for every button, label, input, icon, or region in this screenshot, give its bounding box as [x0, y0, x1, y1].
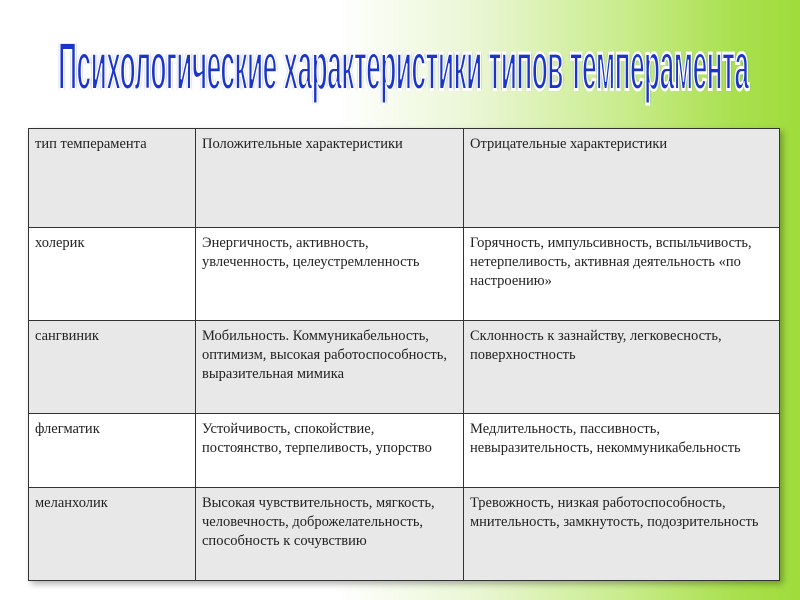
header-negative: Отрицательные характеристики	[464, 129, 780, 228]
cell-positive: Энергичность, активность, увлеченность, целеустремленность	[196, 228, 464, 321]
slide-title: Психологические характеристики типов темперамента	[57, 29, 749, 106]
header-positive: Положительные характеристики	[196, 129, 464, 228]
table-row	[29, 488, 780, 581]
temperament-table	[28, 128, 780, 581]
table-header-row	[29, 129, 780, 228]
cell-negative: Медлительность, пассивность, невыразительность, некоммуникабельность	[464, 414, 780, 488]
header-type: тип темперамента	[29, 129, 196, 228]
cell-type: флегматик	[29, 414, 196, 488]
cell-type: сангвиник	[29, 321, 196, 414]
cell-positive: Мобильность. Коммуникабельность, оптимизм, высокая работоспособность, выразительная мимика	[196, 321, 464, 414]
cell-negative: Склонность к зазнайству, легковесность, поверхностность	[464, 321, 780, 414]
cell-positive: Высокая чувствительность, мягкость, человечность, доброжелательность, способность к сочувствию	[196, 488, 464, 581]
cell-negative: Тревожность, низкая работоспособность, мнительность, замкнутость, подозрительность	[464, 488, 780, 581]
cell-type: меланхолик	[29, 488, 196, 581]
cell-type: холерик	[29, 228, 196, 321]
table-row	[29, 321, 780, 414]
cell-positive: Устойчивость, спокойствие, постоянство, терпеливость, упорство	[196, 414, 464, 488]
table-row	[29, 414, 780, 488]
table-row	[29, 228, 780, 321]
cell-negative: Горячность, импульсивность, вспыльчивость, нетерпеливость, активная деятельность «по настроению»	[464, 228, 780, 321]
slide-title-container	[18, 18, 788, 118]
